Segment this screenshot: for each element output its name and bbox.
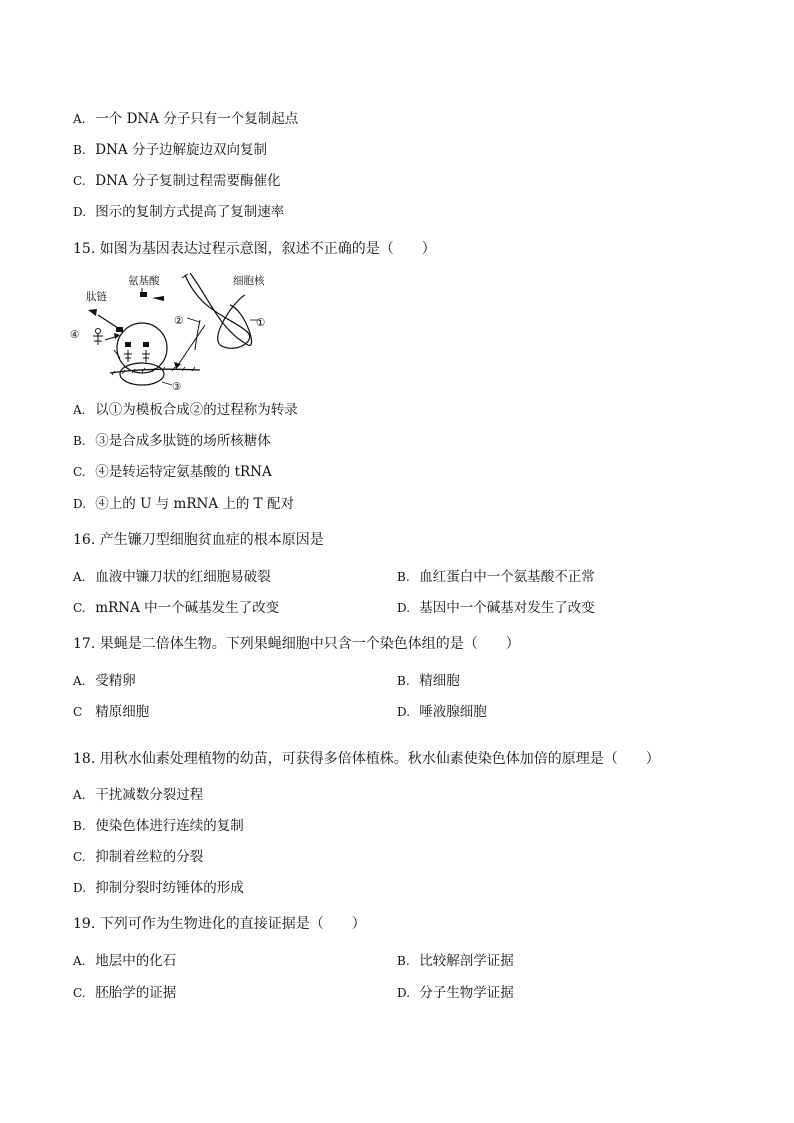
- label-nucleus: 细胞核: [233, 275, 265, 287]
- q15-option-c[interactable]: C. ④是转运特定氨基酸的 tRNA: [73, 464, 272, 480]
- q14-option-c[interactable]: C. DNA 分子复制过程需要酶催化: [73, 173, 281, 189]
- q15-option-b[interactable]: B. ③是合成多肽链的场所核糖体: [73, 433, 271, 449]
- q17-option-c[interactable]: C 精原细胞: [73, 704, 150, 720]
- q15-option-a[interactable]: A. 以①为模板合成②的过程称为转录: [73, 402, 298, 418]
- q18-option-a[interactable]: A. 干扰减数分裂过程: [73, 787, 204, 803]
- q16-option-a[interactable]: A. 血液中镰刀状的红细胞易破裂: [73, 569, 271, 585]
- q17-stem: 17. 果蝇是二倍体生物。下列果蝇细胞中只含一个染色体组的是（ ）: [73, 636, 520, 652]
- q16-option-c[interactable]: C. mRNA 中一个碱基发生了改变: [73, 600, 280, 616]
- q18-option-c[interactable]: C. 抑制着丝粒的分裂: [73, 849, 204, 865]
- q17-option-d[interactable]: D. 唾液腺细胞: [397, 704, 487, 720]
- label-2: ②: [174, 315, 184, 327]
- q15-stem: 15. 如图为基因表达过程示意图，叙述不正确的是（ ）: [73, 241, 436, 257]
- q14-option-a[interactable]: A. 一个 DNA 分子只有一个复制起点: [73, 111, 299, 127]
- q19-option-a[interactable]: A. 地层中的化石: [73, 953, 177, 969]
- q17-option-a[interactable]: A. 受精卵: [73, 673, 136, 689]
- q17-option-b[interactable]: B. 精细胞: [397, 673, 460, 689]
- q16-option-b[interactable]: B. 血红蛋白中一个氨基酸不正常: [397, 569, 595, 585]
- label-1: ①: [256, 317, 266, 329]
- q19-option-b[interactable]: B. 比较解剖学证据: [397, 953, 514, 969]
- q14-option-b[interactable]: B. DNA 分子边解旋边双向复制: [73, 142, 267, 158]
- q16-option-d[interactable]: D. 基因中一个碱基对发生了改变: [397, 600, 595, 616]
- q18-option-d[interactable]: D. 抑制分裂时纺锤体的形成: [73, 880, 244, 896]
- label-4: ④: [70, 329, 80, 341]
- q19-stem: 19. 下列可作为生物进化的直接证据是（ ）: [73, 916, 366, 932]
- q19-option-c[interactable]: C. 胚胎学的证据: [73, 985, 177, 1001]
- q18-stem: 18. 用秋水仙素处理植物的幼苗，可获得多倍体植株。秋水仙素使染色体加倍的原理是（ ）: [73, 751, 660, 767]
- label-3: ③: [172, 381, 182, 393]
- q15-option-d[interactable]: D. ④上的 U 与 mRNA 上的 T 配对: [73, 496, 294, 512]
- q18-option-b[interactable]: B. 使染色体进行连续的复制: [73, 818, 244, 834]
- q19-option-d[interactable]: D. 分子生物学证据: [397, 985, 514, 1001]
- label-peptide: 肽链: [86, 291, 107, 303]
- label-amino-acid: 氨基酸: [128, 275, 160, 287]
- q14-option-d[interactable]: D. 图示的复制方式提高了复制速率: [73, 204, 285, 220]
- q16-stem: 16. 产生镰刀型细胞贫血症的根本原因是: [73, 532, 324, 548]
- gene-expression-diagram: [70, 270, 290, 400]
